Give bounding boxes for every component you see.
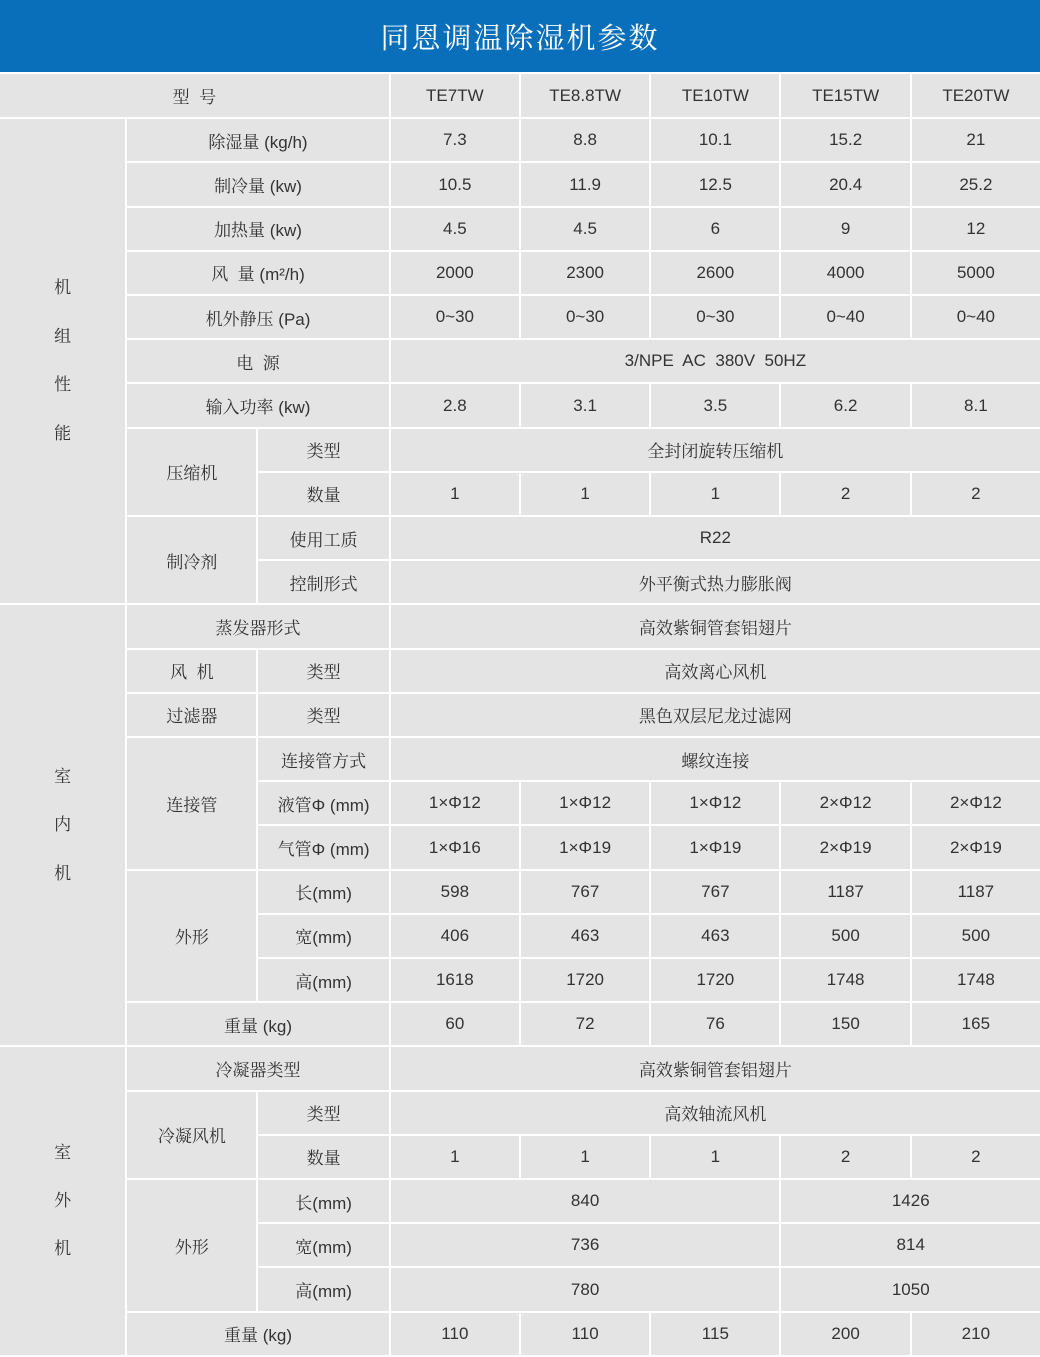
spec-row — [0, 295, 1040, 339]
spec-value: 2×Φ12 — [911, 781, 1040, 825]
spec-value: 210 — [911, 1312, 1040, 1356]
spec-value: 2 — [780, 1135, 910, 1179]
spec-value: 12.5 — [650, 162, 780, 206]
row-label: 冷凝器类型 — [126, 1046, 390, 1090]
row-sublabel: 高(mm) — [257, 1267, 389, 1311]
model-name: TE8.8TW — [520, 73, 650, 118]
spec-value: 1 — [650, 472, 780, 516]
spec-value: 406 — [390, 914, 520, 958]
spec-value: 2 — [780, 472, 910, 516]
spec-value: 165 — [911, 1002, 1040, 1046]
spec-value: 0~40 — [911, 295, 1040, 339]
spec-value: 高效紫铜管套铝翅片 — [390, 1046, 1040, 1090]
spec-value: 5000 — [911, 251, 1040, 295]
spec-value: 1050 — [780, 1267, 1040, 1311]
spec-value: 15.2 — [780, 118, 910, 162]
spec-row — [0, 1002, 1040, 1046]
row-sublabel: 使用工质 — [257, 516, 389, 560]
spec-value: 9 — [780, 207, 910, 251]
spec-value: 1 — [390, 472, 520, 516]
group-label-unit-performance: 机 组 性 能 — [0, 118, 126, 604]
spec-value: 463 — [650, 914, 780, 958]
spec-value: 1618 — [390, 958, 520, 1002]
spec-value: 1187 — [911, 870, 1040, 914]
spec-value: 2×Φ19 — [911, 825, 1040, 869]
row-sublabel: 气管Φ (mm) — [257, 825, 389, 869]
spec-value: 3.1 — [520, 383, 650, 427]
spec-value: 0~30 — [650, 295, 780, 339]
row-label: 外形 — [126, 1179, 257, 1312]
spec-value: 2600 — [650, 251, 780, 295]
spec-value: 黑色双层尼龙过滤网 — [390, 693, 1040, 737]
spec-value: 高效离心风机 — [390, 649, 1040, 693]
spec-value: 1187 — [780, 870, 910, 914]
spec-value: 2×Φ19 — [780, 825, 910, 869]
spec-value: 20.4 — [780, 162, 910, 206]
spec-value: 1×Φ19 — [650, 825, 780, 869]
spec-value: 767 — [520, 870, 650, 914]
spec-value: 150 — [780, 1002, 910, 1046]
spec-value: 25.2 — [911, 162, 1040, 206]
title-banner — [0, 0, 1040, 72]
spec-row — [0, 118, 1040, 162]
page-title: 同恩调温除湿机参数 — [380, 22, 660, 55]
row-label: 重量 (kg) — [126, 1312, 390, 1356]
spec-value: 780 — [390, 1267, 781, 1311]
spec-value: 2 — [911, 472, 1040, 516]
spec-row — [0, 693, 1040, 737]
row-sublabel: 液管Φ (mm) — [257, 781, 389, 825]
row-sublabel: 连接管方式 — [257, 737, 389, 781]
spec-row — [0, 516, 1040, 560]
spec-value: 10.5 — [390, 162, 520, 206]
spec-row — [0, 251, 1040, 295]
spec-value: 1 — [390, 1135, 520, 1179]
row-label: 除湿量 (kg/h) — [126, 118, 390, 162]
spec-value: 7.3 — [390, 118, 520, 162]
spec-row — [0, 1046, 1040, 1090]
spec-value: 76 — [650, 1002, 780, 1046]
spec-value: 1748 — [911, 958, 1040, 1002]
row-label: 外形 — [126, 870, 257, 1003]
row-label: 机外静压 (Pa) — [126, 295, 390, 339]
spec-value: 6.2 — [780, 383, 910, 427]
spec-value: 1720 — [650, 958, 780, 1002]
spec-value: 高效轴流风机 — [390, 1091, 1040, 1135]
row-sublabel: 长(mm) — [257, 870, 389, 914]
spec-value: R22 — [390, 516, 1040, 560]
spec-row — [0, 1179, 1040, 1223]
row-label: 风 机 — [126, 649, 257, 693]
spec-value: 1×Φ19 — [520, 825, 650, 869]
spec-row — [0, 1091, 1040, 1135]
row-sublabel: 高(mm) — [257, 958, 389, 1002]
spec-value: 60 — [390, 1002, 520, 1046]
spec-value: 1426 — [780, 1179, 1040, 1223]
spec-value: 11.9 — [520, 162, 650, 206]
spec-table — [0, 72, 1040, 1357]
spec-value: 8.8 — [520, 118, 650, 162]
spec-value: 4.5 — [520, 207, 650, 251]
row-sublabel: 类型 — [257, 693, 389, 737]
row-sublabel: 长(mm) — [257, 1179, 389, 1223]
spec-value: 外平衡式热力膨胀阀 — [390, 560, 1040, 604]
spec-value: 2300 — [520, 251, 650, 295]
row-sublabel: 宽(mm) — [257, 1223, 389, 1267]
spec-row — [0, 383, 1040, 427]
spec-value: 2 — [911, 1135, 1040, 1179]
row-label: 制冷量 (kw) — [126, 162, 390, 206]
spec-value: 500 — [780, 914, 910, 958]
spec-value: 高效紫铜管套铝翅片 — [390, 604, 1040, 648]
row-label: 加热量 (kw) — [126, 207, 390, 251]
spec-value: 200 — [780, 1312, 910, 1356]
row-label: 制冷剂 — [126, 516, 257, 604]
spec-value: 814 — [780, 1223, 1040, 1267]
spec-value: 0~30 — [520, 295, 650, 339]
spec-value: 0~30 — [390, 295, 520, 339]
row-label: 过滤器 — [126, 693, 257, 737]
row-label: 重量 (kg) — [126, 1002, 390, 1046]
spec-value: 598 — [390, 870, 520, 914]
spec-row — [0, 1312, 1040, 1356]
spec-value: 110 — [520, 1312, 650, 1356]
model-header-row — [0, 73, 1040, 118]
row-label: 冷凝风机 — [126, 1091, 257, 1179]
spec-row — [0, 207, 1040, 251]
spec-value: 1 — [520, 472, 650, 516]
model-row-label: 型 号 — [0, 73, 390, 118]
model-name: TE7TW — [390, 73, 520, 118]
spec-row — [0, 604, 1040, 648]
spec-value: 1×Φ12 — [520, 781, 650, 825]
spec-value: 4000 — [780, 251, 910, 295]
spec-value: 8.1 — [911, 383, 1040, 427]
spec-value: 463 — [520, 914, 650, 958]
spec-value: 2000 — [390, 251, 520, 295]
spec-value: 500 — [911, 914, 1040, 958]
spec-row — [0, 428, 1040, 472]
spec-value: 767 — [650, 870, 780, 914]
spec-value: 3.5 — [650, 383, 780, 427]
row-label: 连接管 — [126, 737, 257, 870]
model-name: TE10TW — [650, 73, 780, 118]
row-label: 电 源 — [126, 339, 390, 383]
spec-value: 12 — [911, 207, 1040, 251]
spec-value: 115 — [650, 1312, 780, 1356]
spec-row — [0, 162, 1040, 206]
spec-value: 840 — [390, 1179, 781, 1223]
row-sublabel: 数量 — [257, 1135, 389, 1179]
spec-value: 736 — [390, 1223, 781, 1267]
spec-value: 4.5 — [390, 207, 520, 251]
row-sublabel: 数量 — [257, 472, 389, 516]
row-sublabel: 类型 — [257, 428, 389, 472]
group-label-indoor-unit: 室 内 机 — [0, 604, 126, 1046]
row-label: 输入功率 (kw) — [126, 383, 390, 427]
spec-value: 1×Φ16 — [390, 825, 520, 869]
row-sublabel: 控制形式 — [257, 560, 389, 604]
row-sublabel: 宽(mm) — [257, 914, 389, 958]
row-label: 压缩机 — [126, 428, 257, 516]
row-label: 蒸发器形式 — [126, 604, 390, 648]
spec-value: 10.1 — [650, 118, 780, 162]
spec-value: 72 — [520, 1002, 650, 1046]
spec-value: 110 — [390, 1312, 520, 1356]
spec-value: 2.8 — [390, 383, 520, 427]
spec-row — [0, 339, 1040, 383]
spec-value: 3/NPE AC 380V 50HZ — [390, 339, 1040, 383]
model-name: TE20TW — [911, 73, 1040, 118]
spec-value: 1×Φ12 — [390, 781, 520, 825]
spec-value: 1×Φ12 — [650, 781, 780, 825]
spec-value: 1748 — [780, 958, 910, 1002]
spec-value: 21 — [911, 118, 1040, 162]
spec-value: 1720 — [520, 958, 650, 1002]
spec-value: 全封闭旋转压缩机 — [390, 428, 1040, 472]
spec-row — [0, 870, 1040, 914]
spec-value: 螺纹连接 — [390, 737, 1040, 781]
spec-value: 0~40 — [780, 295, 910, 339]
spec-row — [0, 737, 1040, 781]
row-sublabel: 类型 — [257, 649, 389, 693]
row-sublabel: 类型 — [257, 1091, 389, 1135]
group-label-outdoor-unit: 室 外 机 — [0, 1046, 126, 1356]
spec-row — [0, 649, 1040, 693]
spec-value: 1 — [520, 1135, 650, 1179]
spec-value: 1 — [650, 1135, 780, 1179]
row-label: 风 量 (m²/h) — [126, 251, 390, 295]
spec-value: 2×Φ12 — [780, 781, 910, 825]
spec-value: 6 — [650, 207, 780, 251]
model-name: TE15TW — [780, 73, 910, 118]
